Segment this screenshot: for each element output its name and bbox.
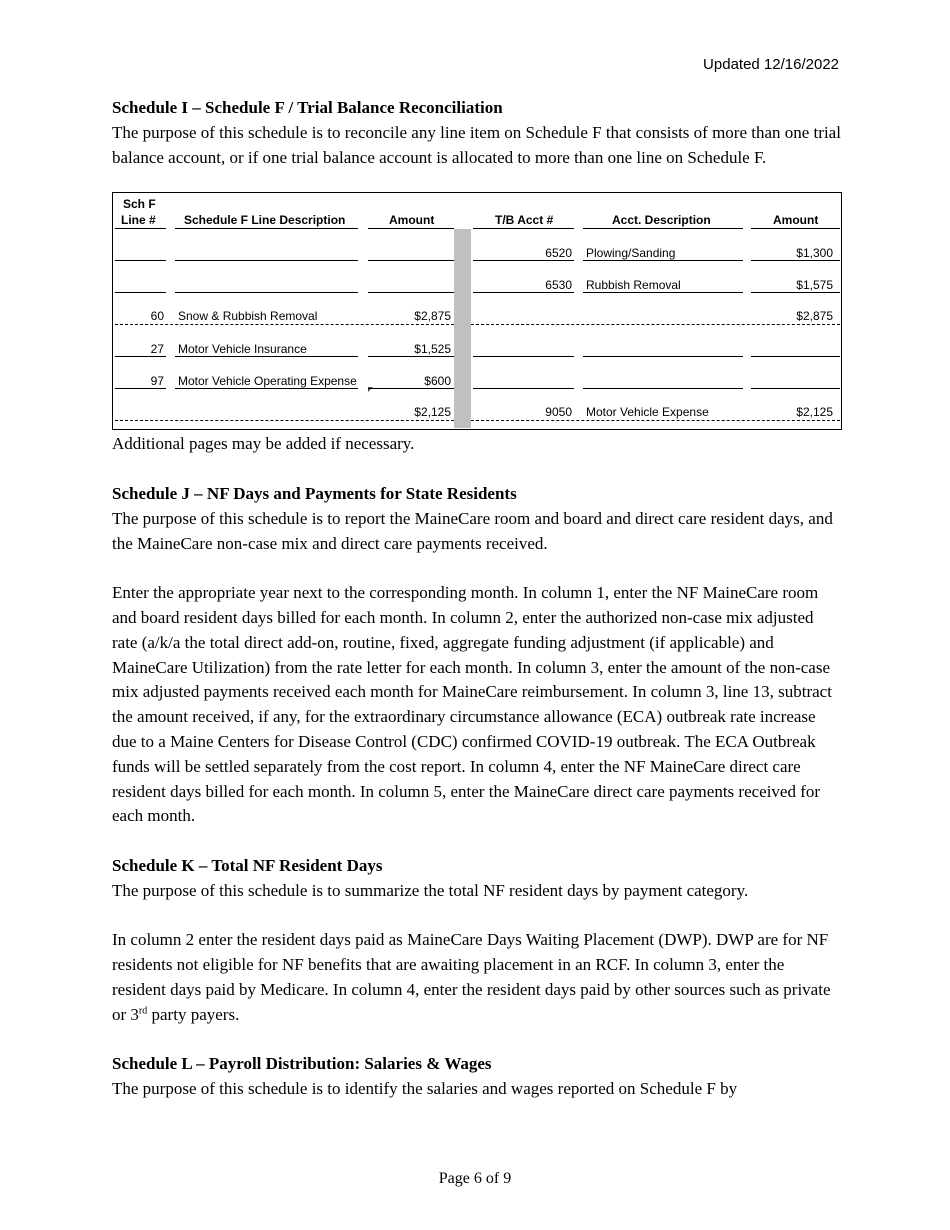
row4-amount: $1,525 xyxy=(414,342,451,357)
schedule-k-p1: The purpose of this schedule is to summarize the total NF resident days by payment category. xyxy=(112,880,749,900)
header-amount2: Amount xyxy=(773,213,819,228)
header-description: Schedule F Line Description xyxy=(184,213,346,228)
row1-amount2: $1,300 xyxy=(796,246,833,261)
row4-line: 27 xyxy=(150,342,164,357)
document-body xyxy=(112,96,842,1102)
header-line-num-1: Sch F xyxy=(123,197,156,212)
row3-line: 60 xyxy=(150,309,164,324)
row4-desc: Motor Vehicle Insurance xyxy=(178,342,307,357)
schedule-j-p2: Enter the appropriate year next to the corresponding month. In column 1, enter the NF MaineCare room and board resident days billed for each month. In column 2, enter the authorized non-case mix adjusted rate (a/k/a the total direct add-on, routine, fixed, aggregate funding adjustment (if applicable) and MaineCare Utilization) from the rate letter for each month. In column 3, enter the amount of the non-case mix adjusted payments received each month for MaineCare reimbursement. In column 3, line 13, subtract the amount received, if any, for the extraordinary circumstance allowance (ECA) outbreak rate increase due to a Maine Centers for Disease Control (CDC) confirmed COVID-19 outbreak. The ECA Outbreak funds will be settled separately from the cost report. In column 4, enter the NF MaineCare direct care resident days billed for each month. In column 5, enter the MaineCare direct care payments received for each month. xyxy=(112,583,832,826)
row6-amount: $2,125 xyxy=(414,405,451,420)
row2-amount2: $1,575 xyxy=(796,278,833,293)
row3-amount2: $2,875 xyxy=(796,309,833,324)
header-acct-description: Acct. Description xyxy=(612,213,711,228)
schedule-k-title: Schedule K – Total NF Resident Days xyxy=(112,855,383,875)
row1-tb: 6520 xyxy=(545,246,572,261)
row5-amount: $600 xyxy=(424,374,451,389)
row2-acct-desc: Rubbish Removal xyxy=(586,278,681,293)
schedule-i-note: Additional pages may be added if necessary. xyxy=(112,434,415,454)
row3-amount: $2,875 xyxy=(414,309,451,324)
schedule-l-title: Schedule L – Payroll Distribution: Salaries & Wages xyxy=(112,1054,492,1074)
row3-desc: Snow & Rubbish Removal xyxy=(178,309,318,324)
ordinal-suffix: rd xyxy=(138,1005,148,1017)
column-separator xyxy=(454,229,471,428)
row5-desc: Motor Vehicle Operating Expense xyxy=(178,374,357,389)
row1-acct-desc: Plowing/Sanding xyxy=(586,246,676,261)
schedule-i-title: Schedule I – Schedule F / Trial Balance Reconciliation xyxy=(112,98,503,117)
schedule-j-title: Schedule J – NF Days and Payments for State Residents xyxy=(112,483,517,503)
header-tb-acct: T/B Acct # xyxy=(495,213,554,228)
schedule-k-p2-text: In column 2 enter the resident days paid as MaineCare Days Waiting Placement (DWP). DWP are for NF residents not eligible for NF benefits that are awaiting placement in an RCF. In column 3, enter the resident days paid by Medicare. In column 4, enter the resident days paid by other sources such as private or 3 xyxy=(112,930,831,1024)
schedule-l-p1: The purpose of this schedule is to identify the salaries and wages reported on Schedule F by xyxy=(112,1079,738,1099)
schedule-j-p1: The purpose of this schedule is to report the MaineCare room and board and direct care resident days, and the MaineCare non-case mix and direct care payments received. xyxy=(112,508,833,553)
schedule-k-p2 xyxy=(112,928,842,1027)
updated-date: Updated 12/16/2022 xyxy=(703,56,839,73)
row2-tb: 6530 xyxy=(545,278,572,293)
header-amount: Amount xyxy=(389,213,435,228)
row6-amount2: $2,125 xyxy=(796,405,833,420)
header-line-num-2: Line # xyxy=(121,213,156,228)
page-number: Page 6 of 9 xyxy=(438,1170,512,1187)
row6-tb: 9050 xyxy=(545,405,572,420)
schedule-k-p2-end: party payers. xyxy=(147,1004,240,1024)
reconciliation-table xyxy=(112,192,842,430)
schedule-i-intro: The purpose of this schedule is to reconcile any line item on Schedule F that consists of more than one trial balance account, or if one trial balance account is allocated to more than one line on Schedule F. xyxy=(112,122,841,167)
row6-acct-desc: Motor Vehicle Expense xyxy=(586,405,709,420)
row5-line: 97 xyxy=(150,374,164,389)
